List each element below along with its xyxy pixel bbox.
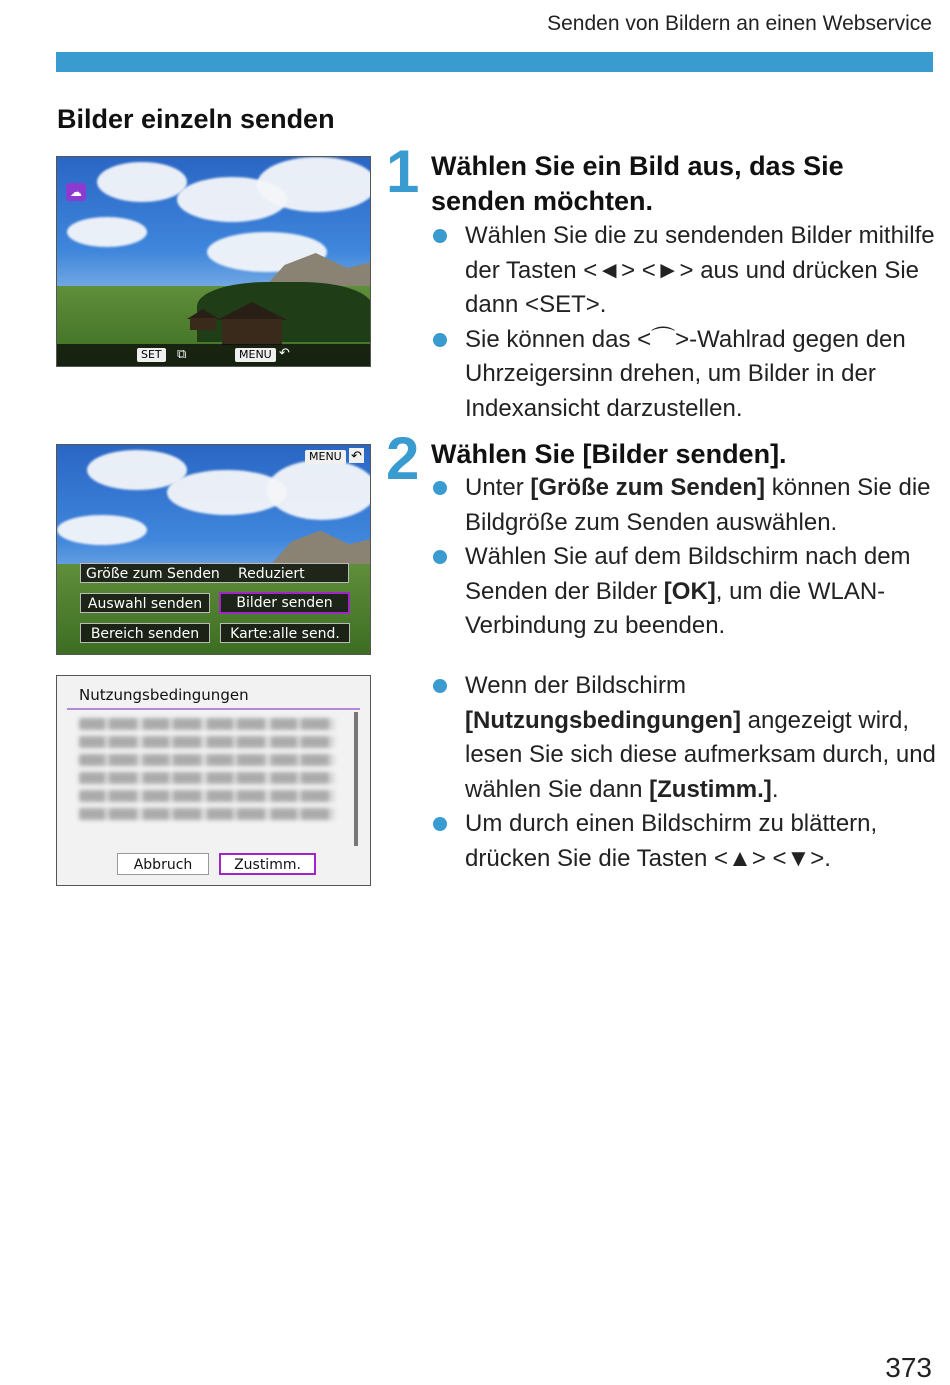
step-number: 1 [386,138,420,205]
list-item: Wählen Sie die zu sendenden Bilder mithilfe der Tasten <◄> <►> aus und drücken Sie dann <SET>. [431,219,941,323]
list-item: Sie können das <⌒>-Wahlrad gegen den Uhrzeigersinn drehen, um Bilder in der Indexansicht darzustellen. [431,323,941,427]
step-title: Wählen Sie [Bilder senden]. [431,439,787,469]
accept-button[interactable]: Zustimm. [219,853,316,875]
size-label: Größe zum Senden [86,566,220,582]
return-icon: ↶ [279,345,290,360]
return-icon: ↶ [351,448,362,463]
select-send-button[interactable]: Auswahl senden [80,593,210,613]
size-to-send-row[interactable] [80,563,349,583]
step2-bullets [431,471,941,644]
list-item: Unter [Größe zum Senden] können Sie die Bildgröße zum Senden auswählen. [431,471,941,540]
list-item: Wenn der Bildschirm [Nutzungsbedingungen] angezeigt wird, lesen Sie sich diese aufmerksam durch, und wählen Sie dann [Zustimm.]. [431,669,943,807]
card-send-all-button[interactable]: Karte:alle send. [220,623,350,643]
terms-title: Nutzungsbedingungen [79,686,249,704]
upload-icon: ⧉ [177,346,187,361]
camera-screen-send-menu [56,444,371,655]
terms-of-use-screen [56,675,371,886]
step1-bullets [431,219,941,427]
cloud-icon: ☁ [66,183,86,201]
camera-screen-image-selection [56,156,371,367]
header-bar [56,52,933,72]
menu-button-icon: MENU [235,348,276,362]
terms-text-blurred [71,712,341,846]
page-number: 373 [885,1352,932,1383]
list-item: Wählen Sie auf dem Bildschirm nach dem Senden der Bilder [OK], um die WLAN-Verbindung zu beenden. [431,540,941,644]
list-item: Um durch einen Bildschirm zu blättern, drücken Sie die Tasten <▲> <▼>. [431,807,943,876]
range-send-button[interactable]: Bereich senden [80,623,210,643]
step-number: 2 [386,425,420,492]
send-images-button[interactable]: Bilder senden [219,592,350,614]
cancel-button[interactable]: Abbruch [117,853,209,875]
set-button-icon: SET [137,348,166,362]
section-title: Bilder einzeln senden [57,104,335,134]
notes-bullets [431,669,943,877]
running-header: Senden von Bildern an einen Webservice [547,12,932,35]
menu-button-icon: MENU [305,450,346,464]
size-value: Reduziert [238,566,305,582]
scrollbar[interactable] [354,712,358,846]
step-title: Wählen Sie ein Bild aus, das Sie senden möchten. [431,151,844,216]
